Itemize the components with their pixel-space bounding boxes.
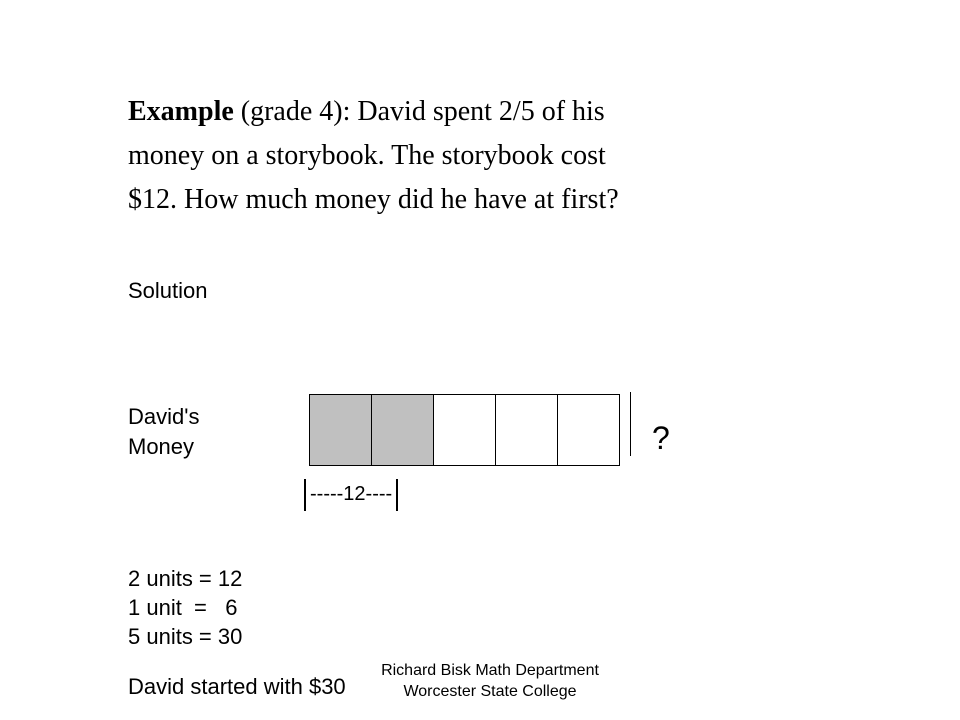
davids-money-label <box>128 402 199 462</box>
unit-box-empty <box>557 394 620 466</box>
davids-money-label-line-1: David's <box>128 404 200 429</box>
twelve-bracket <box>300 476 402 512</box>
equation-1: 2 units = 12 <box>128 566 243 591</box>
equation-2: 1 unit = 6 <box>128 595 238 620</box>
problem-line-2: money on a storybook. The storybook cost <box>128 140 606 171</box>
unit-box-filled <box>371 394 434 466</box>
equation-3: 5 units = 30 <box>128 624 243 649</box>
unit-bar <box>309 394 620 466</box>
unit-box-empty <box>495 394 558 466</box>
equations <box>128 564 242 651</box>
solution-label: Solution <box>128 278 208 303</box>
problem-statement <box>128 90 728 222</box>
bar-end-line <box>630 392 631 456</box>
example-label: Example <box>128 96 234 127</box>
problem-line-3: $12. How much money did he have at first? <box>128 184 619 215</box>
bracket-left-line <box>304 479 306 511</box>
problem-text-1: (grade 4): David spent 2/5 of his <box>240 96 605 127</box>
bracket-right-line <box>396 479 398 511</box>
conclusion-text: David started with $30 <box>128 674 346 699</box>
unit-box-filled <box>309 394 372 466</box>
problem-line-1 <box>128 90 728 134</box>
bracket-label: -----12---- <box>310 483 393 505</box>
unit-box-empty <box>433 394 496 466</box>
davids-money-label-line-2: Money <box>128 434 195 459</box>
footer-department: Richard Bisk Math Department <box>381 662 599 679</box>
unknown-total-question-mark: ? <box>652 420 670 456</box>
footer-college: Worcester State College <box>403 683 577 700</box>
footer <box>340 660 640 702</box>
